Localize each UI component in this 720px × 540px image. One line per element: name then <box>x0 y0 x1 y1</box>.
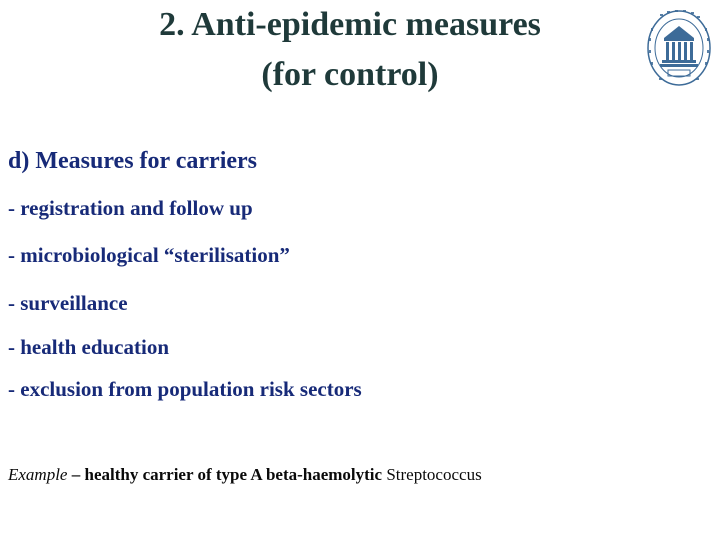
list-item: - microbiological “sterilisation” <box>8 243 290 267</box>
list-item: - surveillance <box>8 291 128 315</box>
list-item: - registration and follow up <box>8 196 253 220</box>
university-seal-icon <box>646 8 712 88</box>
example-organism: Streptococcus <box>386 465 482 484</box>
example-text: – healthy carrier of type A beta-haemolytic <box>67 465 387 484</box>
title-line-2: (for control) <box>261 56 439 93</box>
example-label: Example <box>8 465 68 484</box>
slide-title <box>60 0 640 100</box>
list-item: - exclusion from population risk sectors <box>8 377 362 401</box>
title-line-1: 2. Anti-epidemic measures <box>159 6 541 43</box>
example-note <box>8 464 482 486</box>
list-item: - health education <box>8 335 170 359</box>
section-heading: d) Measures for carriers <box>8 148 258 174</box>
